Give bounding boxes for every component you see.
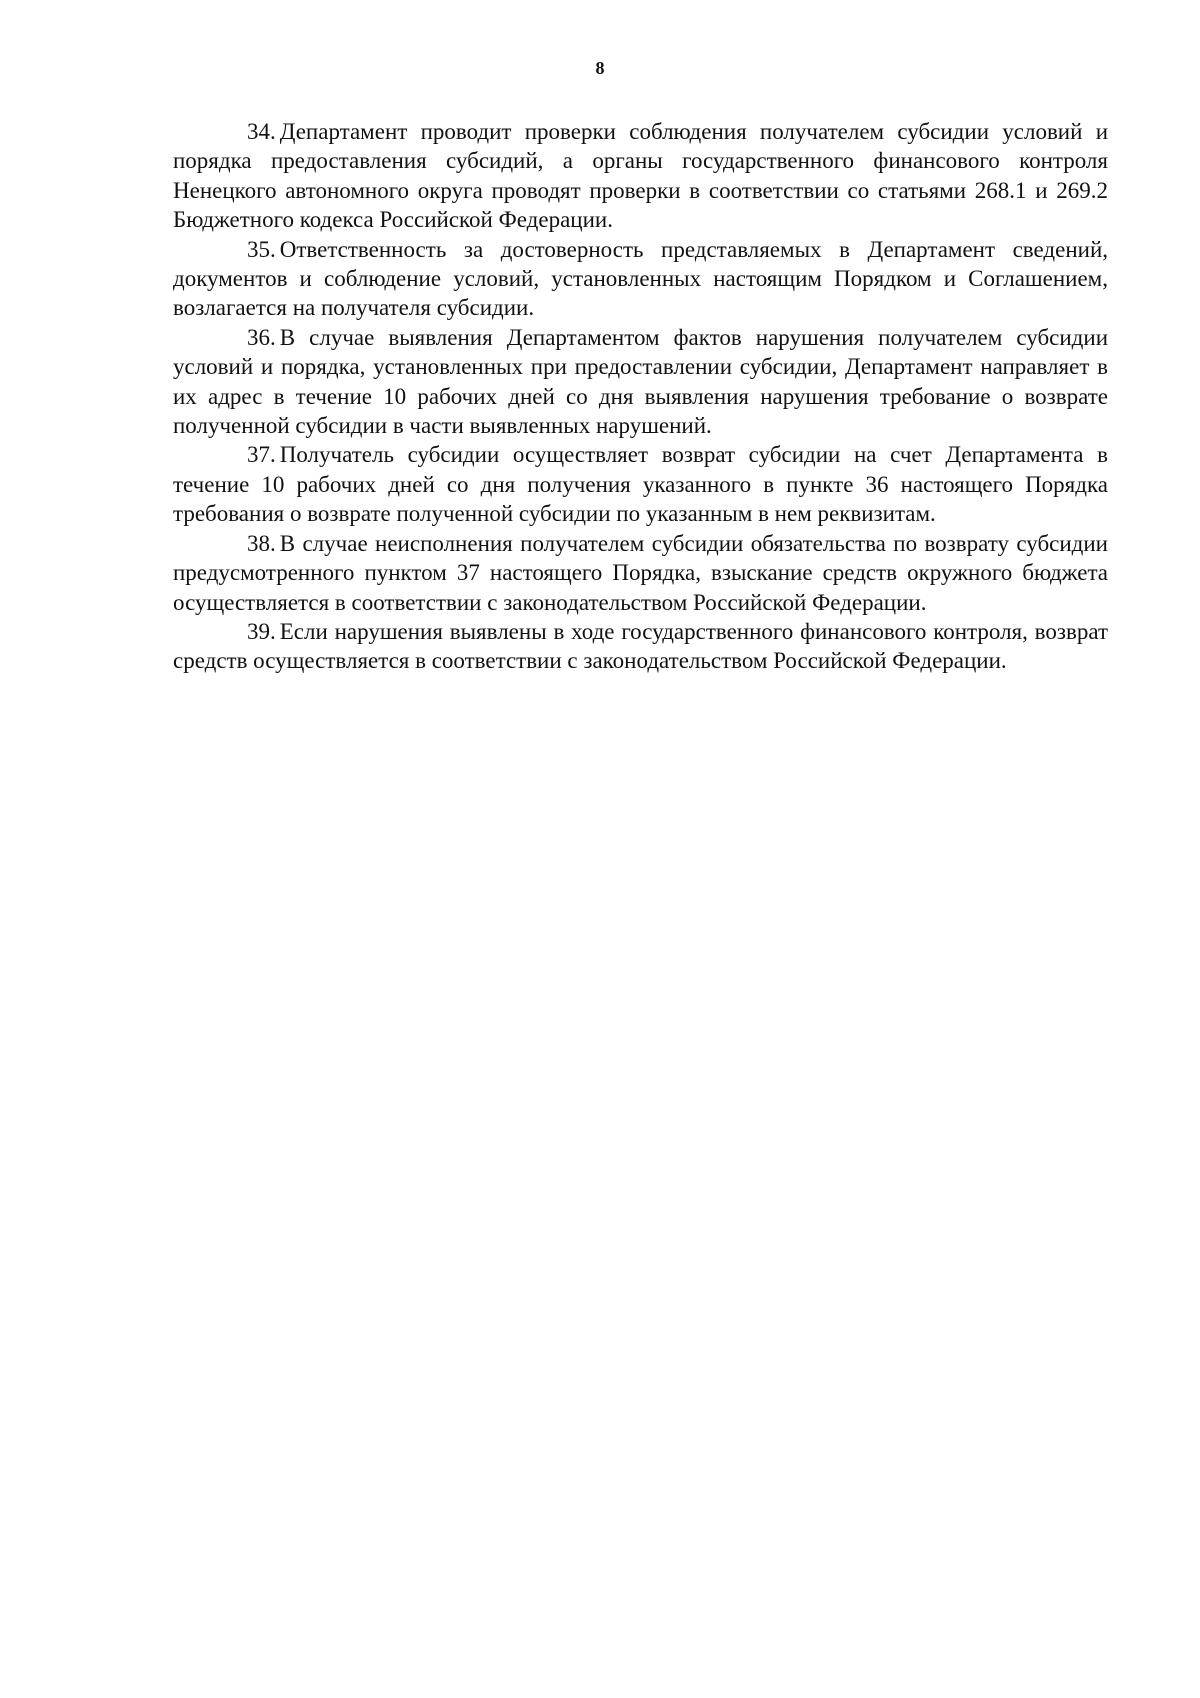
paragraph-37 — [173, 440, 1108, 528]
paragraph-text: Получатель субсидии осуществляет возврат субсидии на счет Департамента в течение 10 рабочих дней со дня получения указанного в пункте 36 настоящего Порядка требования о возврате полученной субсидии по указанным в нем реквизитам. — [173, 442, 1108, 527]
paragraph-number: 38. — [247, 530, 276, 556]
paragraph-39 — [173, 617, 1108, 676]
paragraph-36 — [173, 323, 1108, 441]
page-number: 8 — [595, 58, 605, 78]
paragraph-38 — [173, 529, 1108, 617]
document-body — [173, 117, 1108, 676]
paragraph-text: Если нарушения выявлены в ходе государственного финансового контроля, возврат средств осуществляется в соответствии с законодательством Российской Федерации. — [173, 618, 1108, 674]
paragraph-number: 39. — [247, 618, 276, 644]
paragraph-number: 35. — [247, 236, 276, 262]
paragraph-text: В случае выявления Департаментом фактов нарушения получателем субсидии условий и порядка, установленных при предоставлении субсидии, Департамент направляет в их адрес в течение 10 рабочих дней со дня выявления нарушения требование о возврате полученной субсидии в части выявленных нарушений. — [173, 324, 1108, 439]
paragraph-number: 36. — [247, 324, 276, 350]
paragraph-35 — [173, 235, 1108, 323]
paragraph-text: Ответственность за достоверность представляемых в Департамент сведений, документов и соблюдение условий, установленных настоящим Порядком и Соглашением, возлагается на получателя субсидии. — [173, 236, 1108, 321]
paragraph-number: 34. — [247, 119, 276, 144]
paragraph-text: В случае неисполнения получателем субсидии обязательства по возврату субсидии предусмотренного пунктом 37 настоящего Порядка, взыскание средств окружного бюджета осуществляется в соответствии с законодательством Российской Федерации. — [173, 530, 1108, 615]
paragraph-number: 37. — [247, 442, 276, 468]
paragraph-34 — [173, 117, 1108, 235]
paragraph-text: Департамент проводит проверки соблюдения получателем субсидии условий и порядка предоставления субсидий, а органы государственного финансового контроля Ненецкого автономного округа проводят проверки в соответствии со статьями 268.1 и 269.2 Бюджетного кодекса Российской Федерации. — [173, 119, 1108, 233]
